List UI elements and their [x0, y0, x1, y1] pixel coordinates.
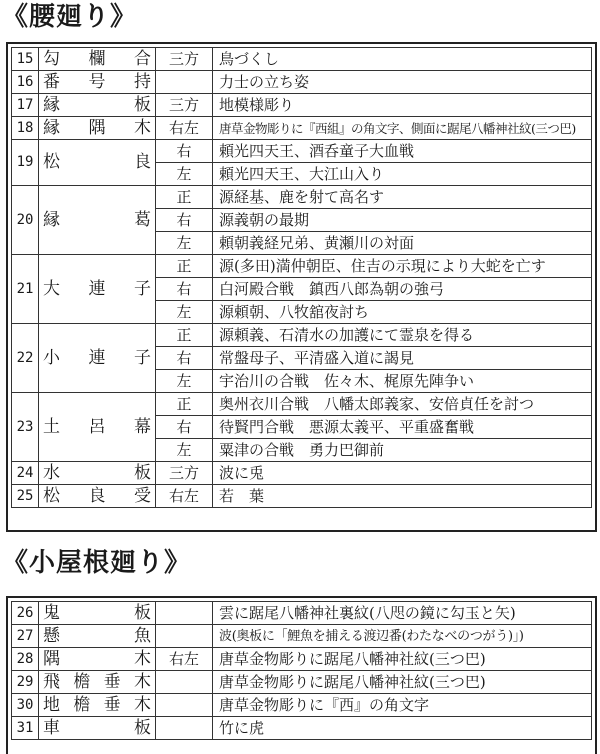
table-row: [12, 94, 592, 117]
side-cell: 三方: [156, 462, 213, 485]
description-cell: 波(奥板に「鯉魚を捕える渡辺番(わたなべのつがう)」): [213, 625, 592, 648]
part-name: 松良受: [43, 485, 151, 506]
table-row: [12, 140, 592, 163]
item-number-cell: 19: [12, 140, 39, 186]
koyanemawari-table-frame: [6, 596, 597, 754]
side-cell: 正: [156, 186, 213, 209]
item-number-cell: 31: [12, 717, 39, 740]
item-number-cell: 29: [12, 671, 39, 694]
table-row: [12, 71, 592, 94]
side-cell: [156, 671, 213, 694]
description-cell: 源頼義、石清水の加護にて霊泉を得る: [213, 324, 592, 347]
side-cell: 正: [156, 255, 213, 278]
item-number-cell: 17: [12, 94, 39, 117]
part-name: 飛檐垂木: [43, 671, 151, 692]
item-number-cell: 21: [12, 255, 39, 324]
part-name: 大連子: [43, 278, 151, 299]
description-cell: 竹に虎: [213, 717, 592, 740]
side-cell: 右左: [156, 648, 213, 671]
description-cell: 地模様彫り: [213, 94, 592, 117]
part-name: 鬼板: [43, 602, 151, 623]
description-cell: 常盤母子、平清盛入道に謁見: [213, 347, 592, 370]
item-number-cell: 16: [12, 71, 39, 94]
side-cell: 右左: [156, 117, 213, 140]
part-name-cell: [39, 462, 156, 485]
part-name: 勾欄合: [43, 48, 151, 69]
table-row: [12, 324, 592, 347]
side-cell: 右: [156, 347, 213, 370]
table-row: [12, 393, 592, 416]
item-number-cell: 27: [12, 625, 39, 648]
part-name-cell: [39, 717, 156, 740]
part-name-cell: [39, 393, 156, 462]
part-name-cell: [39, 694, 156, 717]
table-row: [12, 48, 592, 71]
side-cell: 左: [156, 163, 213, 186]
description-cell: 宇治川の合戦 佐々木、梶原先陣争い: [213, 370, 592, 393]
description-cell: 源(多田)満仲朝臣、住吉の示現により大蛇を亡す: [213, 255, 592, 278]
koshimawari-table: [11, 47, 592, 508]
part-name: 小連子: [43, 347, 151, 368]
part-name-cell: [39, 648, 156, 671]
description-cell: 唐草金物彫りに『西組』の角文字、側面に踞尾八幡神社紋(三つ巴): [213, 117, 592, 140]
item-number-cell: 25: [12, 485, 39, 508]
item-number-cell: 24: [12, 462, 39, 485]
table-row: [12, 462, 592, 485]
part-name-cell: [39, 71, 156, 94]
description-cell: 源経基、鹿を射て高名す: [213, 186, 592, 209]
item-number-cell: 20: [12, 186, 39, 255]
part-name-cell: [39, 48, 156, 71]
description-cell: 頼朝義経兄弟、黄瀬川の対面: [213, 232, 592, 255]
table-row: [12, 625, 592, 648]
side-cell: 左: [156, 232, 213, 255]
table-row: [12, 648, 592, 671]
part-name: 土呂幕: [43, 416, 151, 437]
table-row: [12, 694, 592, 717]
side-cell: 三方: [156, 94, 213, 117]
description-cell: 力士の立ち姿: [213, 71, 592, 94]
item-number-cell: 23: [12, 393, 39, 462]
description-cell: 唐草金物彫りに踞尾八幡神社紋(三つ巴): [213, 671, 592, 694]
description-cell: 唐草金物彫りに踞尾八幡神社紋(三つ巴): [213, 648, 592, 671]
description-cell: 粟津の合戦 勇力巴御前: [213, 439, 592, 462]
part-name-cell: [39, 94, 156, 117]
description-cell: 源義朝の最期: [213, 209, 592, 232]
part-name-cell: [39, 117, 156, 140]
side-cell: 右: [156, 209, 213, 232]
item-number-cell: 26: [12, 602, 39, 625]
side-cell: 左: [156, 370, 213, 393]
side-cell: 右: [156, 140, 213, 163]
part-name-cell: [39, 186, 156, 255]
side-cell: 三方: [156, 48, 213, 71]
part-name: 縁隅木: [43, 117, 151, 138]
part-name: 水板: [43, 462, 151, 483]
part-name: 松良: [43, 152, 151, 172]
koshimawari-table-frame: [6, 42, 597, 532]
side-cell: [156, 71, 213, 94]
table-row: [12, 602, 592, 625]
side-cell: 左: [156, 301, 213, 324]
item-number-cell: 28: [12, 648, 39, 671]
description-cell: 鳥づくし: [213, 48, 592, 71]
table-row: [12, 671, 592, 694]
description-cell: 奥州衣川合戦 八幡太郎義家、安倍貞任を討つ: [213, 393, 592, 416]
part-name: 縁葛: [43, 209, 151, 230]
side-cell: [156, 694, 213, 717]
side-cell: 右: [156, 416, 213, 439]
part-name: 隅木: [43, 648, 151, 669]
section-title-koshimawari: 《腰廻り》: [2, 2, 138, 32]
item-number-cell: 22: [12, 324, 39, 393]
item-number-cell: 18: [12, 117, 39, 140]
part-name-cell: [39, 602, 156, 625]
section-title-koyanemawari: 《小屋根廻り》: [2, 548, 192, 578]
part-name: 地檐垂木: [43, 694, 151, 715]
side-cell: [156, 717, 213, 740]
part-name-cell: [39, 625, 156, 648]
side-cell: [156, 625, 213, 648]
table-row: [12, 255, 592, 278]
item-number-cell: 15: [12, 48, 39, 71]
part-name: 番号持: [43, 71, 151, 92]
part-name-cell: [39, 671, 156, 694]
part-name-cell: [39, 140, 156, 186]
side-cell: 正: [156, 324, 213, 347]
description-cell: 唐草金物彫りに『西』の角文字: [213, 694, 592, 717]
table-row: [12, 117, 592, 140]
part-name: 懸魚: [43, 625, 151, 646]
table-row: [12, 485, 592, 508]
part-name: 縁板: [43, 94, 151, 115]
side-cell: 右: [156, 278, 213, 301]
side-cell: [156, 602, 213, 625]
description-cell: 白河殿合戦 鎮西八郎為朝の強弓: [213, 278, 592, 301]
description-cell: 源頼朝、八牧舘夜討ち: [213, 301, 592, 324]
koyanemawari-table: [11, 601, 592, 740]
item-number-cell: 30: [12, 694, 39, 717]
part-name: 車板: [43, 717, 151, 738]
description-cell: 若 葉: [213, 485, 592, 508]
side-cell: 右左: [156, 485, 213, 508]
part-name-cell: [39, 485, 156, 508]
description-cell: 頼光四天王、酒呑童子大血戦: [213, 140, 592, 163]
part-name-cell: [39, 324, 156, 393]
table-row: [12, 717, 592, 740]
description-cell: 頼光四天王、大江山入り: [213, 163, 592, 186]
description-cell: 雲に踞尾八幡神社裏紋(八咫の鏡に勾玉と矢): [213, 602, 592, 625]
description-cell: 待賢門合戦 悪源太義平、平重盛奮戦: [213, 416, 592, 439]
description-cell: 波に兎: [213, 462, 592, 485]
part-name-cell: [39, 255, 156, 324]
side-cell: 左: [156, 439, 213, 462]
side-cell: 正: [156, 393, 213, 416]
table-row: [12, 186, 592, 209]
